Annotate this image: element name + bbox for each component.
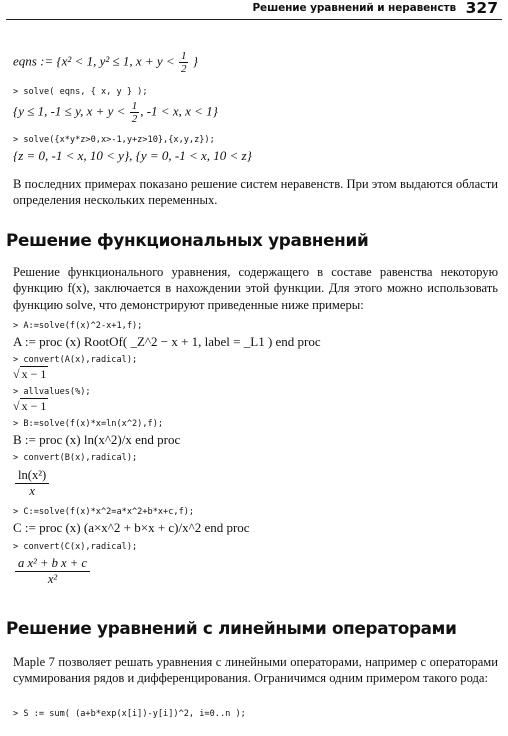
output-fraction-c-numerator: a x² + b x + c bbox=[15, 556, 90, 572]
output-sqrt-2-radicand: x − 1 bbox=[21, 399, 47, 413]
command-sum-s: > S := sum( (a+b*exp(x[i])-y[i])^2, i=0..n ); bbox=[13, 709, 246, 719]
output-sqrt-2: √ x − 1 bbox=[13, 399, 47, 413]
result-solve-eqns-part2: , -1 < x, x < 1} bbox=[140, 103, 218, 119]
output-fraction-b bbox=[15, 468, 49, 499]
running-header bbox=[6, 2, 502, 20]
command-convert-c: > convert(C(x),radical); bbox=[13, 542, 138, 552]
result-fraction bbox=[130, 100, 140, 125]
result-solve-eqns-part1: {y ≤ 1, -1 ≤ y, x + y < bbox=[13, 103, 126, 119]
result-fraction-numerator: 1 bbox=[131, 100, 138, 112]
eqns-fraction bbox=[179, 50, 189, 75]
command-convert-a: > convert(A(x),radical); bbox=[13, 355, 138, 365]
eqns-definition-text: eqns := {x² < 1, y² ≤ 1, x + y < bbox=[13, 53, 175, 69]
paragraph-linear-operators: Maple 7 позволяет решать уравнения с линейными операторами, например с операторами суммирования рядов и дифференцирования. Ограничимся одним примером такого рода: bbox=[13, 655, 498, 686]
output-fraction-c bbox=[15, 556, 90, 587]
paragraph-inequalities: В последних примерах показано решение систем неравенств. При этом выдаются области определения нескольких переменных. bbox=[13, 177, 498, 208]
eqns-close-brace: } bbox=[192, 53, 198, 69]
running-title: Решение уравнений и неравенств bbox=[252, 2, 456, 14]
output-sqrt-1: √ x − 1 bbox=[13, 367, 47, 381]
result-fraction-denominator: 2 bbox=[131, 113, 138, 125]
output-fraction-c-denominator: x² bbox=[47, 572, 58, 586]
output-proc-c: C := proc (x) (a×x^2 + b×x + c)/x^2 end proc bbox=[13, 520, 250, 535]
command-allvalues: > allvalues(%); bbox=[13, 387, 91, 397]
command-solve-a: > A:=solve(f(x)^2-x+1,f); bbox=[13, 321, 143, 331]
command-convert-b: > convert(B(x),radical); bbox=[13, 453, 138, 463]
paragraph-functional: Решение функционального уравнения, содержащего в составе равенства некоторую функцию f(x), заключается в нахождении этой функции. Для этого можно использовать функцию solve, что демонстрируют приведенные ниже примеры: bbox=[13, 265, 498, 312]
output-proc-b: B := proc (x) ln(x^2)/x end proc bbox=[13, 432, 181, 447]
section-heading-linear-operators: Решение уравнений с линейными операторами bbox=[6, 618, 457, 638]
command-solve-eqns: > solve( eqns, { x, y } ); bbox=[13, 87, 148, 97]
section-heading-functional: Решение функциональных уравнений bbox=[6, 230, 369, 250]
output-fraction-b-denominator: x bbox=[29, 484, 35, 498]
eqns-fraction-numerator: 1 bbox=[180, 50, 187, 62]
command-solve-c: > C:=solve(f(x)*x^2=a*x^2+b*x+c,f); bbox=[13, 507, 195, 517]
output-proc-a: A := proc (x) RootOf( _Z^2 − x + 1, label = _L1 ) end proc bbox=[13, 334, 321, 349]
eqns-definition bbox=[13, 50, 198, 75]
result-solve-eqns bbox=[13, 100, 218, 125]
command-solve-xyz: > solve({x*y*z>0,x>-1,y+z>10},{x,y,z}); bbox=[13, 135, 215, 145]
eqns-fraction-denominator: 2 bbox=[180, 63, 187, 75]
page-number: 327 bbox=[465, 0, 498, 17]
output-sqrt-1-radicand: x − 1 bbox=[21, 367, 47, 381]
result-solve-xyz: {z = 0, -1 < x, 10 < y}, {y = 0, -1 < x, 10 < z} bbox=[13, 148, 252, 163]
command-solve-b: > B:=solve(f(x)*x=ln(x^2),f); bbox=[13, 419, 164, 429]
output-fraction-b-numerator: ln(x²) bbox=[15, 468, 49, 484]
